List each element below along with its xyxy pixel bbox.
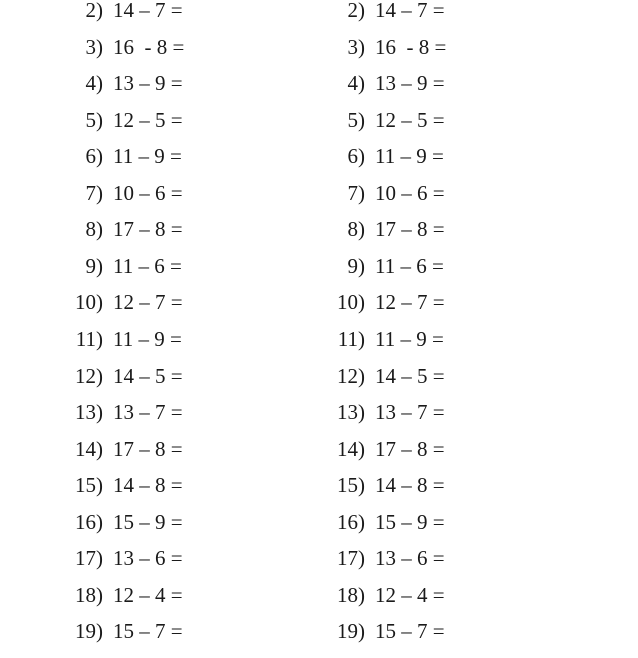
problem-number: 9) — [85, 253, 103, 278]
problem-number: 19) — [337, 619, 365, 644]
problem-number: 19) — [75, 619, 103, 644]
problem-cell-left — [0, 292, 262, 313]
problem-cell-left — [0, 326, 262, 351]
problem-expression: 11 – 9 = — [375, 326, 444, 351]
problem-row — [0, 292, 638, 329]
problem-cell-left — [0, 219, 262, 240]
problem-number: 8) — [347, 217, 365, 242]
problem-expression: 17 – 8 = — [113, 436, 183, 461]
problem-number: 18) — [337, 582, 365, 607]
problem-row — [0, 326, 638, 366]
problem-cell-right — [262, 292, 638, 313]
problem-cell-left — [0, 402, 262, 423]
problem-row — [0, 73, 638, 110]
problem-expression: 15 – 7 = — [113, 619, 183, 644]
problem-expression: 13 – 6 = — [375, 546, 445, 571]
problem-number: 2) — [347, 0, 365, 22]
problem-number: 14) — [337, 436, 365, 461]
problem-cell-left — [0, 621, 262, 642]
problem-cell-left — [0, 582, 262, 607]
problem-number: 13) — [75, 400, 103, 425]
problem-cell-right — [262, 621, 638, 642]
problem-number: 12) — [75, 363, 103, 388]
problem-number: 2) — [85, 0, 103, 22]
problem-cell-right — [262, 0, 638, 21]
problem-expression: 12 – 4 = — [113, 582, 183, 607]
problem-number: 4) — [347, 71, 365, 96]
problem-row — [0, 509, 638, 549]
problem-row — [0, 363, 638, 403]
problem-number: 3) — [85, 34, 103, 59]
problem-expression: 11 – 9 = — [113, 326, 182, 351]
problem-number: 7) — [347, 180, 365, 205]
problem-cell-left — [0, 73, 262, 94]
problem-cell-right — [262, 146, 638, 167]
problem-number: 4) — [85, 71, 103, 96]
problem-row — [0, 219, 638, 256]
problem-expression: 11 – 6 = — [113, 253, 182, 278]
problem-number: 9) — [347, 253, 365, 278]
problem-number: 7) — [85, 180, 103, 205]
problem-number: 15) — [337, 473, 365, 498]
problem-number: 13) — [337, 400, 365, 425]
problem-number: 17) — [75, 546, 103, 571]
problem-number: 11) — [337, 326, 365, 351]
problem-expression: 15 – 7 = — [375, 619, 445, 644]
problem-expression: 17 – 8 = — [375, 436, 445, 461]
problem-expression: 11 – 9 = — [113, 144, 182, 169]
problem-expression: 13 – 6 = — [113, 546, 183, 571]
problem-cell-left — [0, 363, 262, 388]
problem-number: 16) — [75, 509, 103, 534]
problem-number: 5) — [347, 107, 365, 132]
problem-number: 17) — [337, 546, 365, 571]
problem-cell-right — [262, 475, 638, 496]
problem-cell-right — [262, 436, 638, 461]
problem-expression: 14 – 8 = — [113, 473, 183, 498]
problem-expression: 10 – 6 = — [113, 180, 183, 205]
problem-expression: 11 – 9 = — [375, 144, 444, 169]
problem-cell-right — [262, 509, 638, 534]
problem-cell-left — [0, 107, 262, 132]
problem-expression: 17 – 8 = — [113, 217, 183, 242]
problem-cell-right — [262, 219, 638, 240]
problem-row — [0, 621, 638, 658]
problem-cell-left — [0, 509, 262, 534]
problem-expression: 12 – 7 = — [375, 290, 445, 315]
problem-cell-left — [0, 475, 262, 496]
problem-number: 11) — [75, 326, 103, 351]
problem-cell-left — [0, 34, 262, 59]
problem-number: 6) — [85, 144, 103, 169]
problem-number: 14) — [75, 436, 103, 461]
problem-cell-right — [262, 180, 638, 205]
problem-row — [0, 34, 638, 74]
problem-number: 3) — [347, 34, 365, 59]
problem-expression: 17 – 8 = — [375, 217, 445, 242]
problem-expression: 14 – 5 = — [375, 363, 445, 388]
problem-row — [0, 146, 638, 183]
problem-row — [0, 475, 638, 512]
problem-number: 15) — [75, 473, 103, 498]
problem-cell-right — [262, 107, 638, 132]
problem-expression: 14 – 8 = — [375, 473, 445, 498]
problem-cell-right — [262, 326, 638, 351]
problem-cell-left — [0, 0, 262, 21]
problem-number: 18) — [75, 582, 103, 607]
problem-expression: 10 – 6 = — [375, 180, 445, 205]
problem-expression: 16 - 8 = — [375, 34, 447, 59]
problem-cell-right — [262, 34, 638, 59]
problem-expression: 13 – 9 = — [113, 71, 183, 96]
problem-row — [0, 436, 638, 476]
problem-cell-right — [262, 402, 638, 423]
problem-expression: 13 – 9 = — [375, 71, 445, 96]
problem-expression: 14 – 7 = — [113, 0, 183, 22]
problem-expression: 12 – 7 = — [113, 290, 183, 315]
problem-cell-left — [0, 253, 262, 278]
problem-cell-right — [262, 548, 638, 569]
problem-number: 12) — [337, 363, 365, 388]
problem-number: 8) — [85, 217, 103, 242]
problem-row — [0, 402, 638, 439]
problem-row — [0, 0, 638, 37]
problem-cell-right — [262, 253, 638, 278]
problem-row — [0, 107, 638, 147]
problem-number: 6) — [347, 144, 365, 169]
problem-cell-right — [262, 582, 638, 607]
problem-cell-right — [262, 73, 638, 94]
problem-expression: 16 - 8 = — [113, 34, 185, 59]
problem-cell-left — [0, 548, 262, 569]
problem-expression: 11 – 6 = — [375, 253, 444, 278]
problem-row — [0, 548, 638, 585]
problem-row — [0, 253, 638, 293]
problem-expression: 14 – 7 = — [375, 0, 445, 22]
problem-cell-right — [262, 363, 638, 388]
problem-row — [0, 180, 638, 220]
problem-number: 10) — [75, 290, 103, 315]
problem-cell-left — [0, 180, 262, 205]
problem-cell-left — [0, 146, 262, 167]
problem-expression: 12 – 5 = — [113, 107, 183, 132]
problem-row — [0, 582, 638, 622]
problem-expression: 13 – 7 = — [375, 400, 445, 425]
problem-expression: 12 – 4 = — [375, 582, 445, 607]
problem-cell-left — [0, 436, 262, 461]
problem-number: 16) — [337, 509, 365, 534]
problem-expression: 12 – 5 = — [375, 107, 445, 132]
problem-expression: 13 – 7 = — [113, 400, 183, 425]
problem-expression: 15 – 9 = — [113, 509, 183, 534]
problem-expression: 15 – 9 = — [375, 509, 445, 534]
problem-number: 10) — [337, 290, 365, 315]
problem-expression: 14 – 5 = — [113, 363, 183, 388]
problem-number: 5) — [85, 107, 103, 132]
